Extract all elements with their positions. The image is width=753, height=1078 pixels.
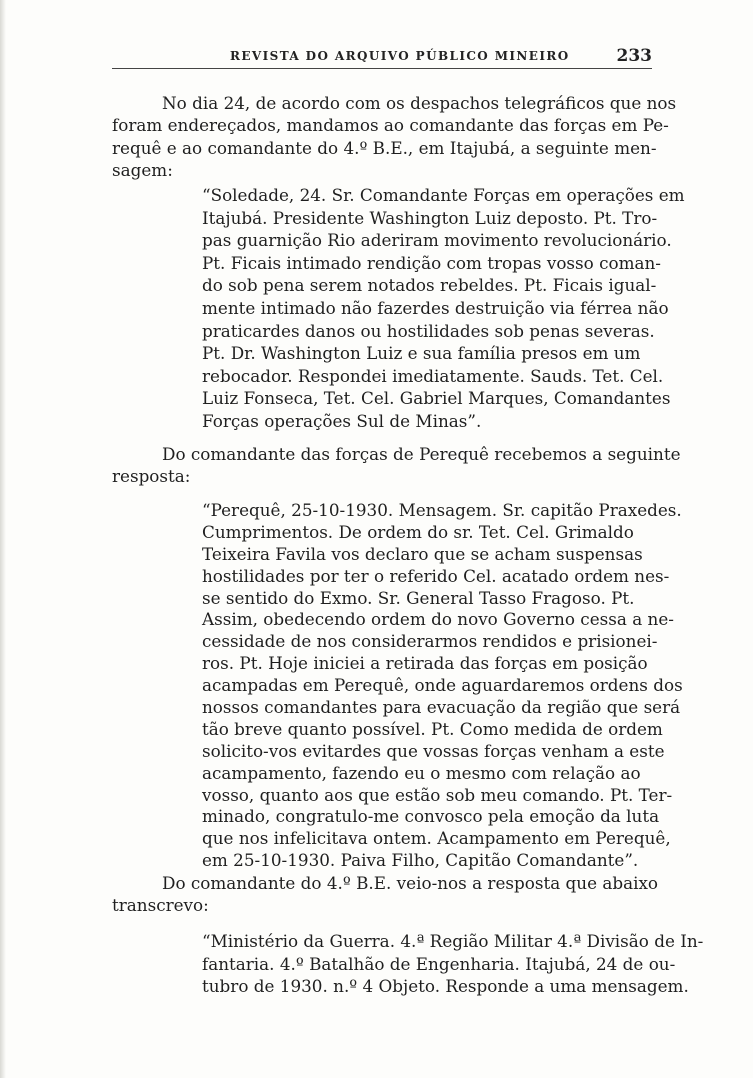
text-line: em 25-10-1930. Paiva Filho, Capitão Comandante”. [202,850,639,871]
text-line: vosso, quanto aos que estão sob meu comando. Pt. Ter- [202,784,673,805]
text-line: praticardes danos ou hostilidades sob penas severas. [202,320,655,341]
text-line: se sentido do Exmo. Sr. General Tasso Fragoso. Pt. [202,587,635,608]
text-line: No dia 24, de acordo com os despachos telegráficos que nos [162,93,677,113]
text-line: pas guarnição Rio aderiram movimento revolucionário. [202,230,672,251]
text-line: tão breve quanto possível. Pt. Como medida de ordem [202,718,663,739]
text-line: resposta: [112,466,191,487]
text-line: Do comandante das forças de Perequê recebemos a seguinte [162,444,681,464]
text-line: acampadas em Perequê, onde aguardaremos ordens dos [202,675,683,696]
quote-1 [202,184,685,433]
text-line: minado, congratulo-me convosco pela emoção da luta [202,806,660,827]
paragraph-3 [112,872,658,917]
page-header [112,46,652,68]
text-line: solicito-vos evitardes que vossas forças venham a este [202,740,665,761]
text-line: requê e ao comandante do 4.º B.E., em Itajubá, a seguinte men- [112,137,657,158]
text-line: Luiz Fonseca, Tet. Cel. Gabriel Marques, Comandantes [202,388,671,409]
text-line: Cumprimentos. De ordem do sr. Tet. Cel. Grimaldo [202,521,634,542]
text-line: “Perequê, 25-10-1930. Mensagem. Sr. capitão Praxedes. [202,500,682,520]
paragraph-2 [112,443,681,488]
text-line: hostilidades por ter o referido Cel. acatado ordem nes- [202,565,670,586]
quote-3 [202,930,703,998]
text-line: tubro de 1930. n.º 4 Objeto. Responde a uma mensagem. [202,976,689,997]
quote-2 [202,500,683,872]
paragraph-1 [112,92,676,181]
text-line: cessidade de nos considerarmos rendidos e prisionei- [202,631,658,652]
text-line: ros. Pt. Hoje iniciei a retirada das forças em posição [202,653,648,674]
text-line: Pt. Dr. Washington Luiz e sua família presos em um [202,343,641,364]
text-line: rebocador. Respondei imediatamente. Sauds. Tet. Cel. [202,365,664,386]
header-rule [112,68,652,69]
text-line: Teixeira Favila vos declaro que se acham suspensas [202,543,643,564]
page-number: 233 [616,46,652,66]
text-line: “Soledade, 24. Sr. Comandante Forças em operações em [202,185,685,205]
page-edge-shadow [0,0,6,1078]
text-line: Forças operações Sul de Minas”. [202,410,482,431]
text-line: Do comandante do 4.º B.E. veio-nos a resposta que abaixo [162,873,659,893]
text-line: sagem: [112,159,173,180]
text-line: Pt. Ficais intimado rendição com tropas vosso coman- [202,252,661,273]
text-line: “Ministério da Guerra. 4.ª Região Militar 4.ª Divisão de In- [202,931,704,951]
text-line: nossos comandantes para evacuação da região que será [202,697,681,718]
text-line: do sob pena serem notados rebeldes. Pt. Ficais igual- [202,275,657,296]
text-line: que nos infelicitava ontem. Acampamento em Perequê, [202,828,671,849]
text-line: Assim, obedecendo ordem do novo Governo cessa a ne- [202,609,674,630]
text-line: acampamento, fazendo eu o mesmo com relação ao [202,762,641,783]
text-line: foram endereçados, mandamos ao comandante das forças em Pe- [112,115,669,136]
text-line: transcrevo: [112,895,209,916]
text-line: mente intimado não fazerdes destruição via férrea não [202,297,669,318]
text-line: Itajubá. Presidente Washington Luiz deposto. Pt. Tro- [202,207,658,228]
running-head: REVISTA DO ARQUIVO PÚBLICO MINEIRO [230,49,570,63]
text-line: fantaria. 4.º Batalhão de Engenharia. Itajubá, 24 de ou- [202,953,676,974]
